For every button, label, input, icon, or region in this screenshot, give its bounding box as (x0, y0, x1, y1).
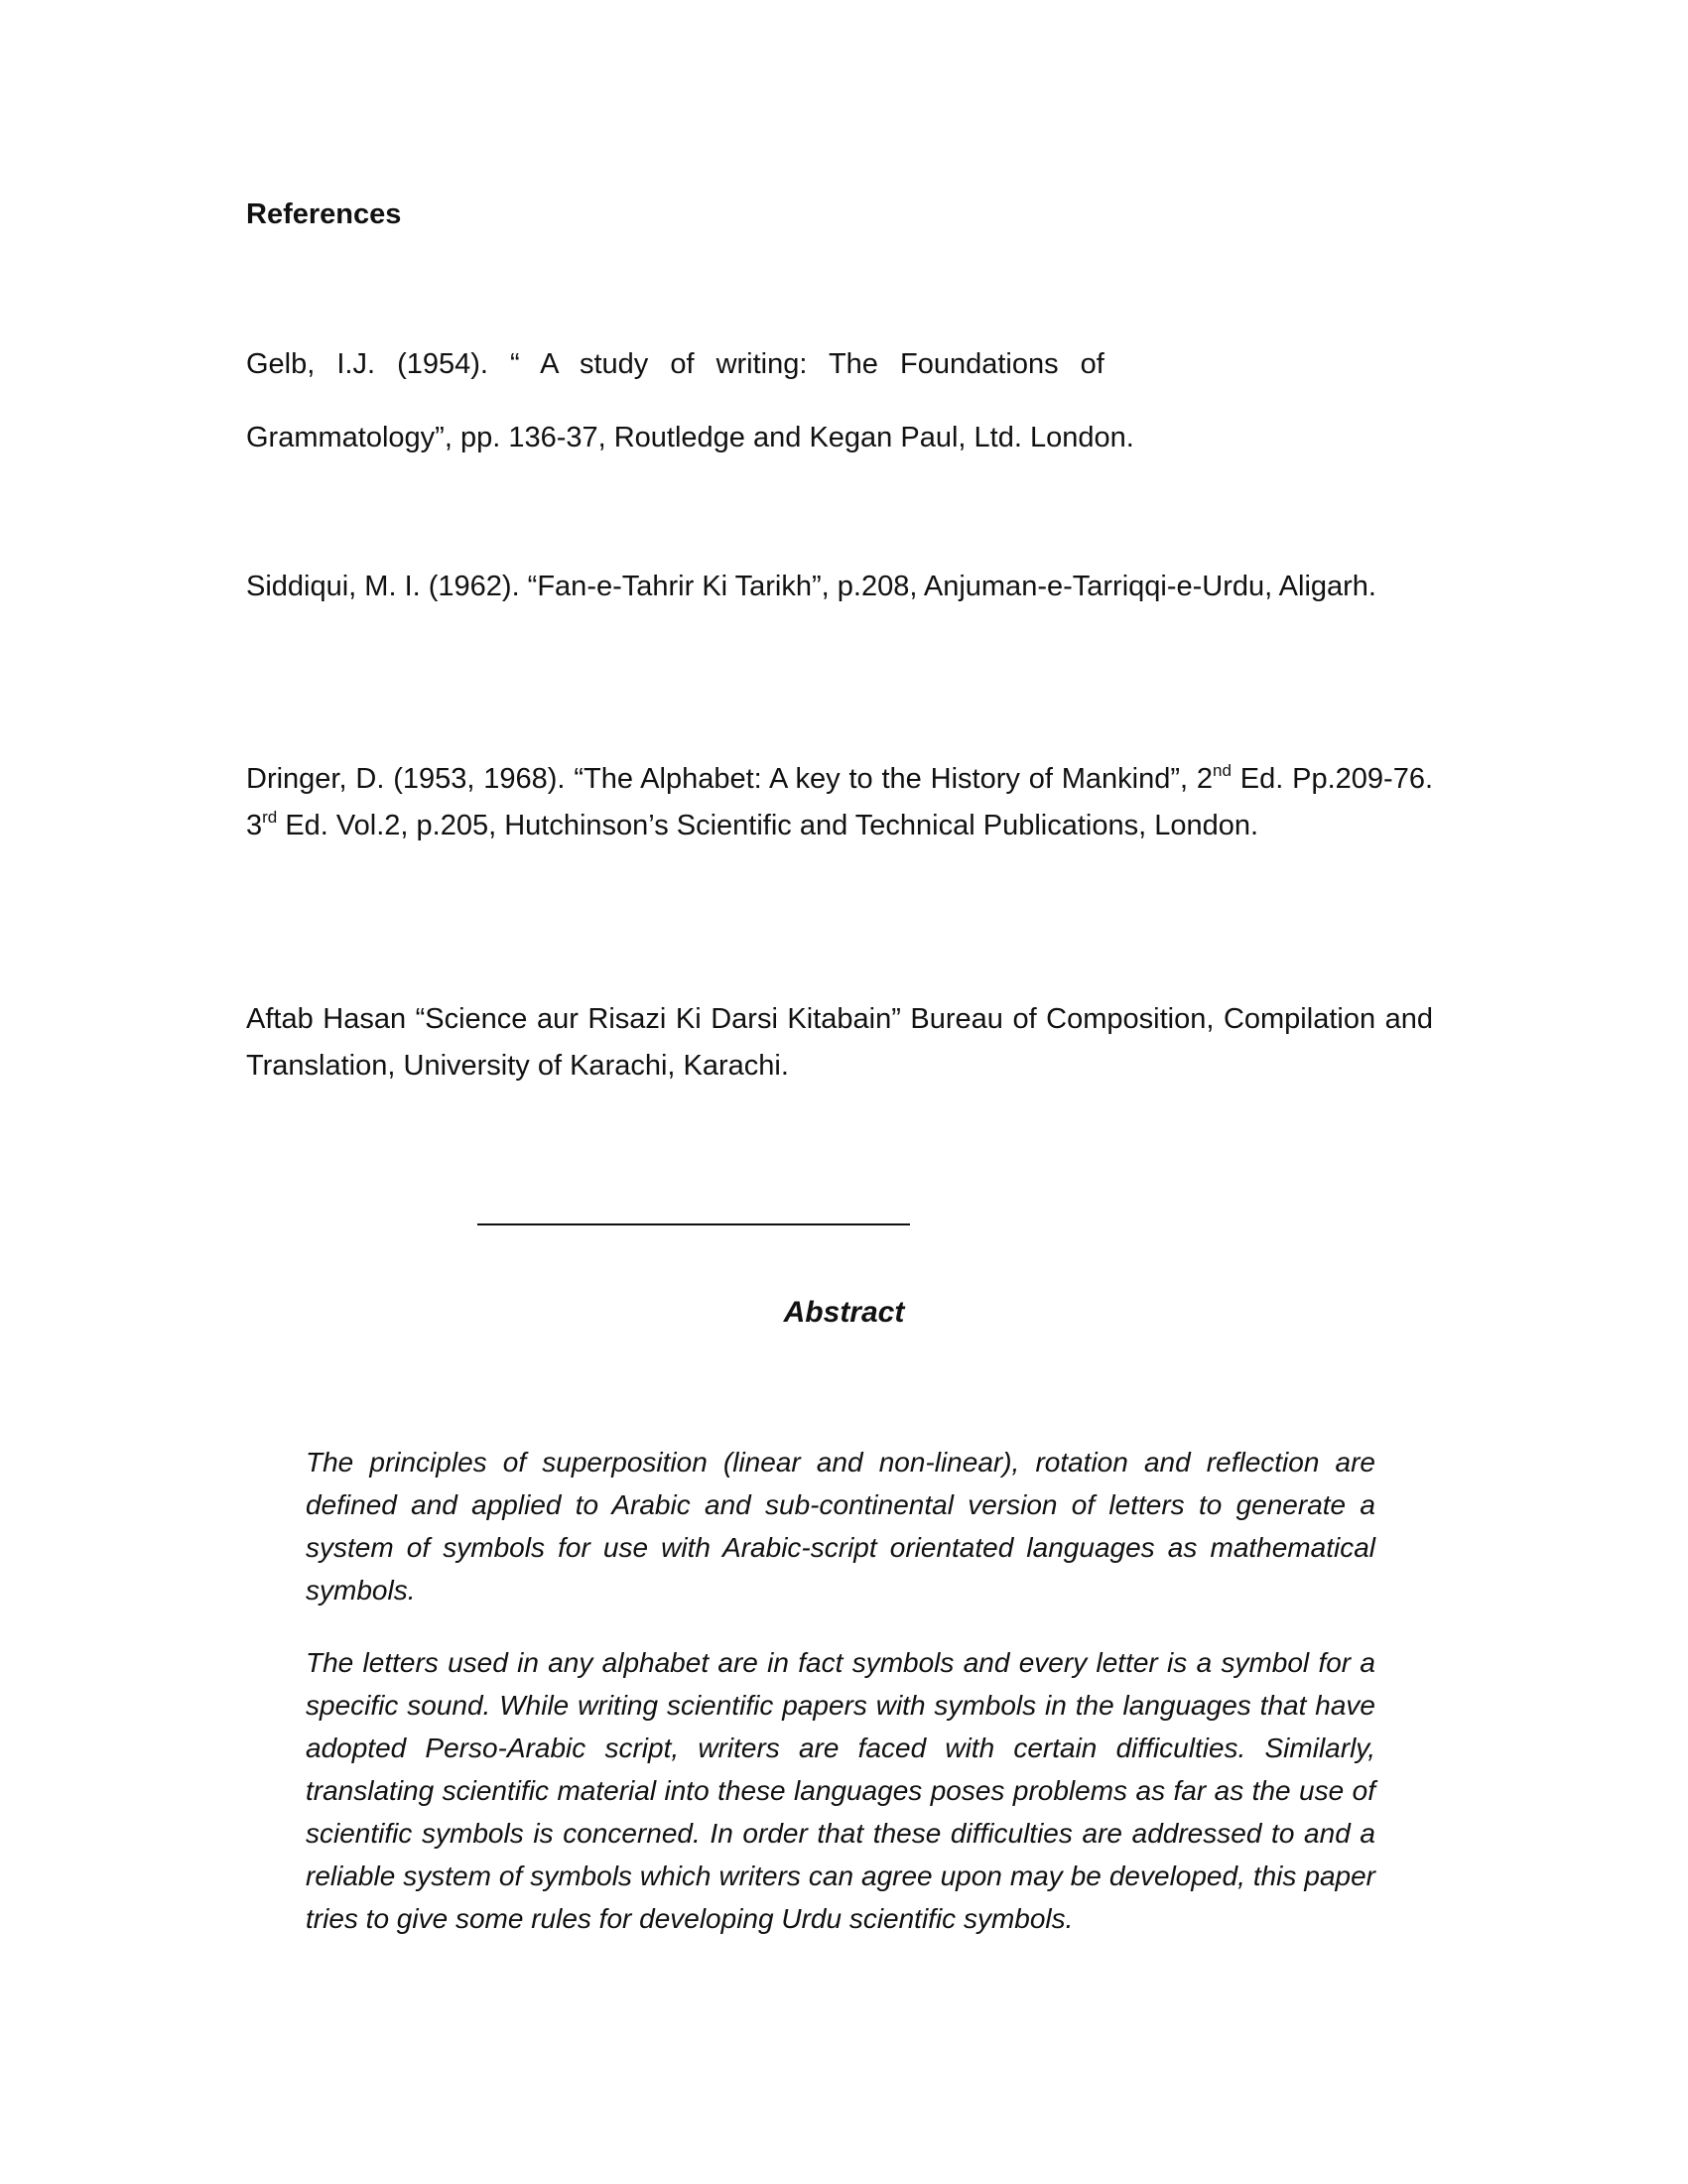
reference-gelb-text-2: Grammatology”, pp. 136-37, Routledge and Kegan Paul, Ltd. London. (246, 422, 1134, 453)
reference-aftab-hasan: Aftab Hasan “Science aur Risazi Ki Darsi Kitabain” Bureau of Composition, Compilation and Translation, University of Karachi, Karachi. (246, 1003, 1433, 1082)
abstract-title: Abstract (783, 1296, 905, 1329)
ordinal-suffix-rd: rd (262, 808, 278, 827)
reference-gelb-line-2 (246, 415, 1433, 461)
ordinal-suffix-nd: nd (1213, 761, 1232, 780)
reference-gelb-text-1: Gelb, I.J. (1954). “ A study of writing: The Foundations of (246, 348, 1104, 380)
references-heading: References (246, 198, 402, 230)
reference-dringer-part-1: Dringer, D. (1953, 1968). “The Alphabet: A key to the History of Mankind”, 2 (246, 763, 1214, 795)
reference-dringer-part-2: Ed. Pp.209-76. 3 (246, 763, 1434, 841)
abstract-paragraph-2: The letters used in any alphabet are in fact symbols and every letter is a symbol for a specific sound. While writing scientific papers with symbols in the languages that have adopted Perso-Arabic script, writers are faced with certain difficulties. Similarly, translating scientific material into these languages poses problems as far as the use of scientific symbols is concerned. In order that these difficulties are addressed to and a reliable system of symbols which writers can agree upon may be developed, this paper tries to give some rules for developing Urdu scientific symbols. (306, 1647, 1375, 1934)
reference-siddiqui: Siddiqui, M. I. (1962). “Fan-e-Tahrir Ki Tarikh”, p.208, Anjuman-e-Tarriqqi-e-Urdu, Aligarh. (246, 571, 1376, 602)
abstract-paragraph-1: The principles of superposition (linear and non-linear), rotation and reflection are defined and applied to Arabic and sub-continental version of letters to generate a system of symbols for use with Arabic-script orientated languages as mathematical symbols. (306, 1447, 1375, 1606)
reference-dringer (246, 756, 1433, 849)
section-divider (477, 1223, 910, 1225)
reference-dringer-part-3: Ed. Vol.2, p.205, Hutchinson’s Scientific and Technical Publications, London. (277, 810, 1259, 841)
reference-gelb-line-1 (246, 341, 1433, 388)
